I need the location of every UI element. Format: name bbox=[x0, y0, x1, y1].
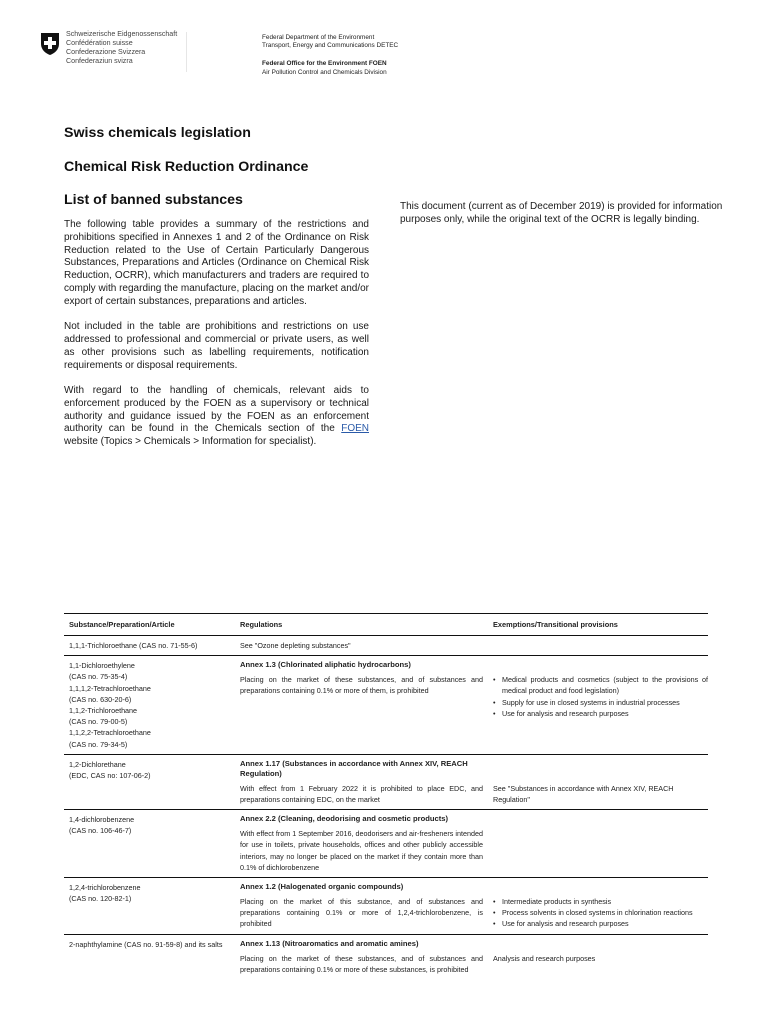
regulation-cell: Annex 2.2 (Cleaning, deodorising and cosmetic products) With effect from 1 September 2016, deodorisers and air-fresheners intended for use in toilets, private households, offices and other publicly accessible interiors, may no longer be placed on the market if they contain more than 0.1% of dichlorobenzene bbox=[240, 814, 483, 872]
foen-link[interactable]: FOEN bbox=[341, 423, 369, 435]
confederation-name-it: Confederazione Svizzera bbox=[66, 48, 146, 56]
substance-cell: 1,1,1-Trichloroethane (CAS no. 71-55-6) bbox=[69, 641, 198, 650]
annex-heading: Annex 1.3 (Chlorinated aliphatic hydrocarbons) bbox=[240, 660, 411, 670]
ordinance-title: Chemical Risk Reduction Ordinance bbox=[64, 159, 309, 175]
header-divider bbox=[186, 32, 187, 72]
regulation-cell: See "Ozone depleting substances" bbox=[240, 641, 351, 650]
department-block bbox=[262, 34, 398, 77]
department-line-2: Transport, Energy and Communications DETEC bbox=[262, 42, 399, 50]
confederation-name-fr: Confédération suisse bbox=[66, 39, 133, 47]
substance-cell: 1,2,4-trichlorobenzene (CAS no. 120-82-1) bbox=[69, 883, 141, 904]
annex-heading: Annex 1.2 (Halogenated organic compounds) bbox=[240, 882, 404, 892]
table-row bbox=[64, 878, 708, 935]
regulation-cell: Annex 1.17 (Substances in accordance with Annex XIV, REACH Regulation) With effect from 1 February 2022 it is prohibited to place EDC, and preparations containing EDC, on the market bbox=[240, 758, 483, 805]
table-row bbox=[64, 935, 708, 979]
substance-cell: 1,4-dichlorobenzene (CAS no. 106-46-7) bbox=[69, 815, 135, 836]
list-title: List of banned substances bbox=[64, 192, 243, 208]
intro-paragraph-1: The following table provides a summary of the restrictions and prohibitions specified in Annexes 1 and 2 of the Ordinance on Risk Reduction related to the Use of Certain Particularly Dangerous Substances, Preparations and Articles (Ordinance on Chemical Risk Reduction, OCRR), which manufacturers and traders are required to comply with regarding the manufacture, placing on the market and/or export of certain substances, preparations and articles. bbox=[64, 219, 369, 307]
substance-cell: 2-naphthylamine (CAS no. 91-59-8) and its salts bbox=[69, 939, 223, 949]
table-row bbox=[64, 810, 708, 878]
exemption-item: • Medical products and cosmetics (subject to the provisions of medical product and food legislation) bbox=[493, 674, 708, 696]
annex-heading: Annex 1.13 (Nitroaromatics and aromatic amines) bbox=[240, 938, 419, 948]
exemption-cell bbox=[489, 878, 708, 934]
confederation-logo bbox=[40, 30, 185, 72]
intro-text bbox=[64, 219, 369, 462]
header-exemptions: Exemptions/Transitional provisions bbox=[493, 619, 618, 629]
swiss-crest-icon bbox=[40, 32, 60, 56]
substance-cell: 1,1-Dichloroethylene (CAS no. 75-35-4) 1,1,1,2-Tetrachloroethane (CAS no. 630-20-6) 1,1,2-Trichloroethane (CAS no. 79-00-5) 1,1,2,2-Tetrachloroethane (CAS no. 79-34-5) bbox=[69, 661, 151, 749]
regulation-cell: Annex 1.3 (Chlorinated aliphatic hydrocarbons) Placing on the market of these substances, and of substances and preparations containing 0.1% or more of them, is prohibited bbox=[240, 660, 483, 696]
department-line-1: Federal Department of the Environment bbox=[262, 34, 375, 41]
table-row bbox=[64, 656, 708, 755]
page-title: Swiss chemicals legislation bbox=[64, 125, 251, 141]
intro-paragraph-2: Not included in the table are prohibitions and restrictions on use addressed to professional and commercial or private users, as well as other provisions such as labelling requirements, notification requirements or disposal requirements. bbox=[64, 321, 369, 371]
disclaimer-note: This document (current as of December 2019) is provided for information purposes only, while the original text of the OCRR is legally binding. bbox=[400, 201, 723, 225]
regulation-cell: Annex 1.2 (Halogenated organic compounds) Placing on the market of this substance, and of substances and preparations containing 0.1% or more of 1,2,4-trichlorobenzene, is prohibited bbox=[240, 882, 483, 929]
table-row bbox=[64, 636, 708, 656]
header-regulations: Regulations bbox=[240, 619, 283, 629]
banned-substances-table bbox=[64, 613, 708, 979]
exemption-item: • Use for analysis and research purposes bbox=[493, 918, 708, 929]
exemption-cell: See "Substances in accordance with Annex XIV, REACH Regulation" bbox=[493, 783, 674, 805]
office-name: Federal Office for the Environment FOEN bbox=[262, 60, 387, 68]
exemption-item: • Process solvents in closed systems in chlorination reactions bbox=[493, 907, 708, 918]
exemption-item: • Intermediate products in synthesis bbox=[493, 896, 708, 907]
intro-paragraph-3: With regard to the handling of chemicals, relevant aids to enforcement produced by the FOEN as a supervisory or technical authority and guidance issued by the FOEN as an enforcement authority can be found in the Chemicals section of the FOEN website (Topics > Chemicals > Information for specialist). bbox=[64, 384, 369, 448]
table-row bbox=[64, 755, 708, 810]
table-header bbox=[64, 614, 708, 636]
regulation-cell: Annex 1.13 (Nitroaromatics and aromatic amines) Placing on the market of these substances, and of substances and preparations containing 0.1% or more of these substances, is prohibited bbox=[240, 938, 483, 974]
exemption-cell bbox=[489, 810, 708, 877]
confederation-name-rm: Confederaziun svizra bbox=[66, 57, 133, 65]
header-substance: Substance/Preparation/Article bbox=[69, 619, 175, 629]
exemption-cell: Analysis and research purposes bbox=[493, 953, 596, 963]
confederation-names bbox=[66, 30, 177, 66]
exemption-item: • Supply for use in closed systems in industrial processes bbox=[493, 697, 708, 708]
annex-heading: Annex 2.2 (Cleaning, deodorising and cosmetic products) bbox=[240, 814, 449, 824]
division-name: Air Pollution Control and Chemicals Division bbox=[262, 68, 387, 76]
substance-cell: 1,2-Dichlorethane (EDC, CAS no: 107-06-2) bbox=[69, 759, 151, 781]
exemption-item: • Use for analysis and research purposes bbox=[493, 708, 708, 719]
exemption-cell bbox=[489, 656, 708, 754]
confederation-name-de: Schweizerische Eidgenossenschaft bbox=[66, 30, 178, 38]
annex-heading: Annex 1.17 (Substances in accordance with Annex XIV, REACH Regulation) bbox=[240, 758, 468, 778]
exemption-cell bbox=[489, 636, 708, 655]
